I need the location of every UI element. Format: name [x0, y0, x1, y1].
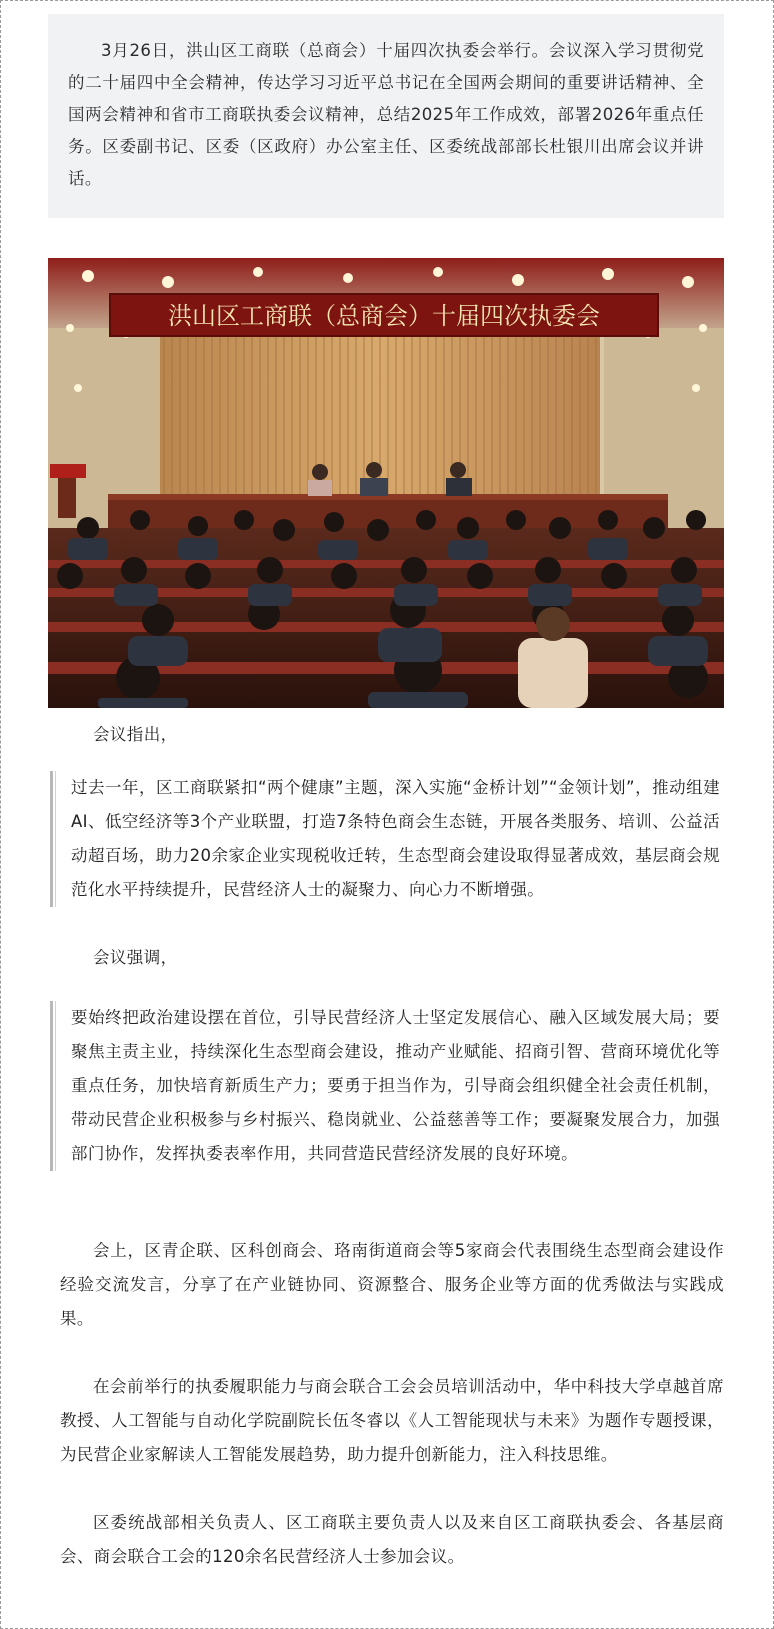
- emphasis-label: 会议强调，: [93, 948, 178, 967]
- point-quote: 过去一年，区工商联紧扣“两个健康”主题，深入实施“金桥计划”“金领计划”，推动组建AI、低空经济等3个产业联盟，打造7条特色商会生态链，开展各类服务、培训、公益活动超百场，助力20余家企业实现税收迁转，生态型商会建设取得显著成效，基层商会规范化水平持续提升，民营经济人士的凝聚力、向心力不断增强。: [50, 771, 724, 907]
- emphasis-quote: 要始终把政治建设摆在首位，引导民营经济人士坚定发展信心、融入区域发展大局；要聚焦主责主业，持续深化生态型商会建设，推动产业赋能、招商引智、营商环境优化等重点任务，加快培育新质生产力；要勇于担当作为，引导商会组织健全社会责任机制，带动民营企业积极参与乡村振兴、稳岗就业、公益慈善等工作；要凝聚发展合力，加强部门协作，发挥执委表率作用，共同营造民营经济发展的良好环境。: [50, 1001, 724, 1171]
- banner-text: 洪山区工商联（总商会）十届四次执委会: [168, 302, 600, 330]
- meeting-photo: [48, 258, 724, 708]
- para-training: 在会前举行的执委履职能力与商会联合工会会员培训活动中，华中科技大学卓越首席教授、人工智能与自动化学院副院长伍冬睿以《人工智能现状与未来》为题作专题授课，为民营企业家解读人工智能发展趋势，助力提升创新能力，注入科技思维。: [60, 1377, 724, 1464]
- para-exchange: 会上，区青企联、区科创商会、珞南街道商会等5家商会代表围绕生态型商会建设作经验交流发言，分享了在产业链协同、资源整合、服务企业等方面的优秀做法与实践成果。: [60, 1241, 724, 1328]
- point-label: 会议指出，: [93, 725, 178, 744]
- para-attendance: 区委统战部相关负责人、区工商联主要负责人以及来自区工商联执委会、各基层商会、商会联合工会的120余名民营经济人士参加会议。: [60, 1513, 724, 1566]
- summary-box: 3月26日，洪山区工商联（总商会）十届四次执委会举行。会议深入学习贯彻党的二十届四中全会精神，传达学习习近平总书记在全国两会期间的重要讲话精神、全国两会精神和省市工商联执委会议精神，总结2025年工作成效，部署2026年重点任务。区委副书记、区委（区政府）办公室主任、区委统战部部长杜银川出席会议并讲话。: [48, 14, 724, 218]
